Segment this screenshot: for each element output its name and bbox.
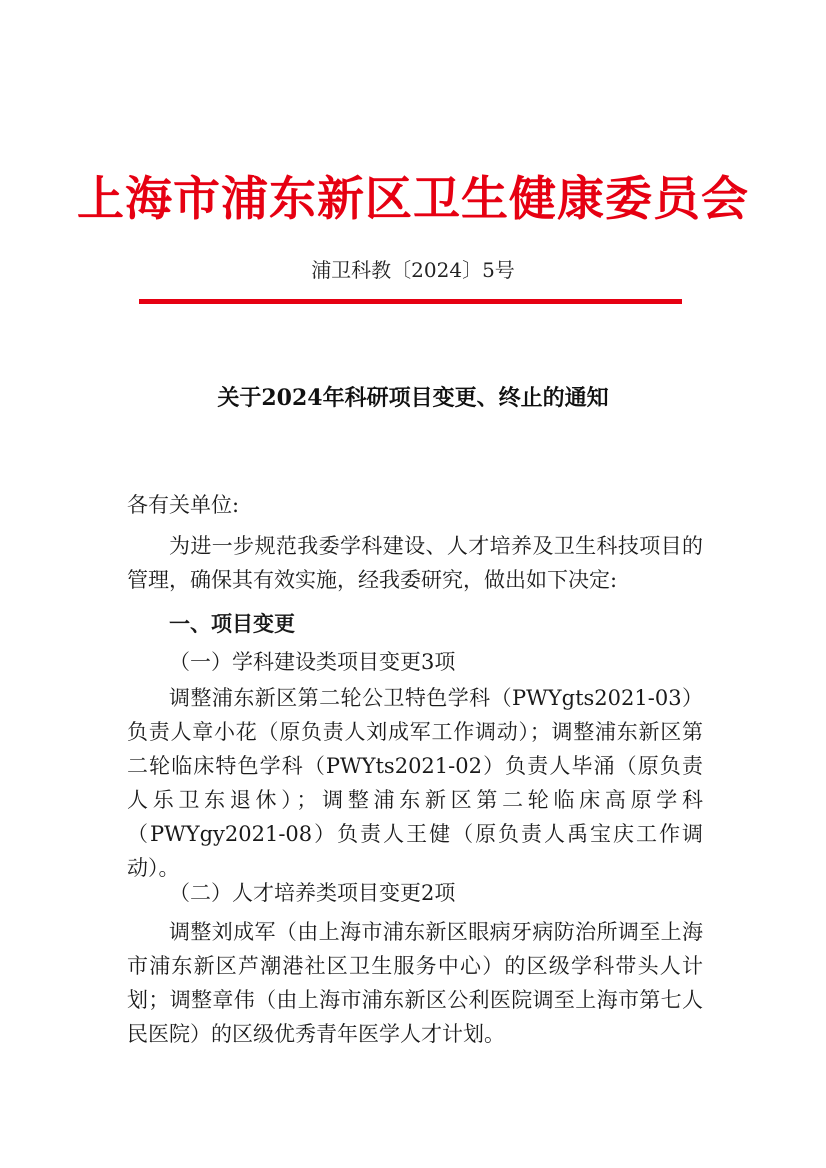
salutation: 各有关单位: <box>127 493 240 517</box>
section-heading-project-changes: 一、项目变更 <box>169 612 295 636</box>
document-title: 关于2024年科研项目变更、终止的通知 <box>217 385 609 411</box>
document-number: 浦卫科教〔2024〕5号 <box>311 258 515 282</box>
organization-header: 上海市浦东新区卫生健康委员会 <box>77 172 749 227</box>
red-divider-line <box>139 299 682 304</box>
intro-paragraph: 为进一步规范我委学科建设、人才培养及卫生科技项目的管理，确保其有效实施，经我委研究，做出如下决定: <box>127 534 703 592</box>
subsection-body-talent: 调整刘成军（由上海市浦东新区眼病牙病防治所调至上海市浦东新区芦潮港社区卫生服务中心）的区级学科带头人计划；调整章伟（由上海市浦东新区公利医院调至上海市第七人民医院）的区级优秀青年医学人才计划。 <box>127 920 703 1046</box>
subsection-heading-talent: （二）人才培养类项目变更2项 <box>169 881 456 905</box>
subsection-body-discipline: 调整浦东新区第二轮公卫特色学科（PWYgts2021-03）负责人章小花（原负责人刘成军工作调动）；调整浦东新区第二轮临床特色学科（PWYts2021-02）负责人毕涌（原负责人乐卫东退休）；调整浦东新区第二轮临床高原学科（PWYgy2021-08）负责人王健（原负责人禹宝庆工作调动）。 <box>127 686 703 880</box>
subsection-heading-discipline: （一）学科建设类项目变更3项 <box>169 650 456 674</box>
